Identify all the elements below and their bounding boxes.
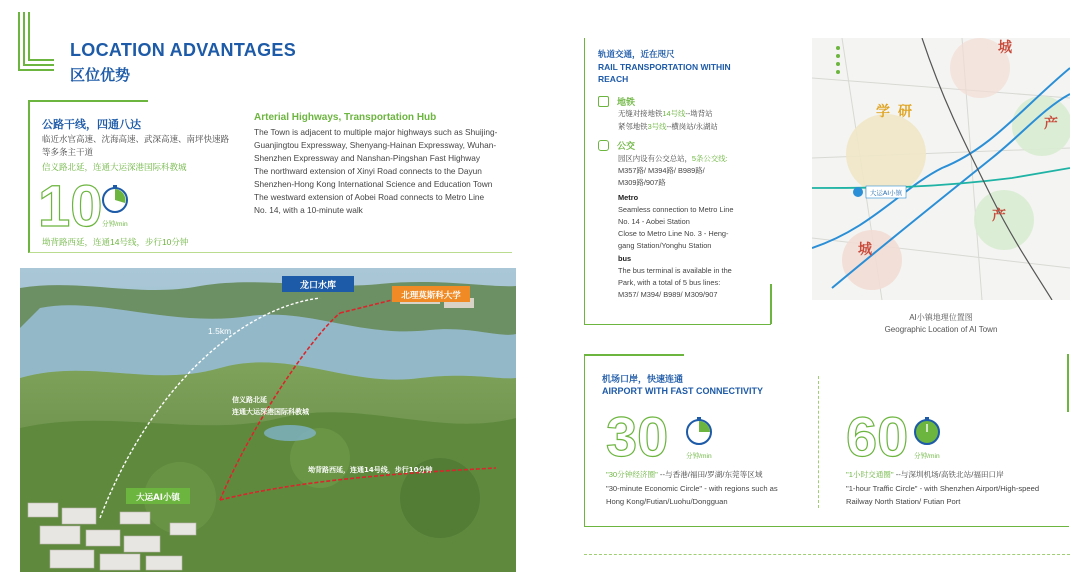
circle-60-title — [846, 469, 1004, 480]
circle-60-body — [846, 482, 1066, 508]
label-road-note-3: 坳背路西延，连通14号线，步行10分钟 — [308, 466, 433, 474]
metro-line-2-highlight: 3号线 — [647, 122, 667, 131]
metro-icon — [598, 96, 609, 107]
label-distance: 1.5km — [208, 326, 232, 336]
airport-title-cn: 机场口岸，快速连通 — [602, 374, 684, 384]
circle-60-en-1: "1-hour Traffic Circle" - with Shenzhen Airport/High-speed — [846, 484, 1040, 493]
sixty-number: 60 — [846, 406, 909, 462]
metro-line-2-b: --横岗站/永湖站 — [666, 122, 718, 131]
page-title-en: LOCATION ADVANTAGES — [70, 40, 297, 60]
bus-icon — [598, 140, 609, 151]
map-char-industry-2: 产 — [992, 208, 1006, 224]
highways-body-en — [254, 126, 499, 217]
circle-60-en-2: Railway North Station/ Futian Port — [846, 497, 961, 506]
circle-30-title-highlight: "30分钟经济圈" — [606, 470, 658, 479]
metro-heading-cn: 地铁 — [617, 97, 636, 107]
metro-line-1-a: 无缝对接地铁 — [618, 109, 663, 118]
circle-30-title-rest: --与香港/福田/罗湖/东莞等区域 — [657, 470, 763, 479]
minutes-label-60: 分钟/min — [914, 453, 940, 460]
label-road-note-2: 连通大运深港国际科教城 — [232, 408, 309, 416]
location-map — [812, 38, 1070, 300]
highways-title-cn: 公路干线，四通八达 — [42, 119, 141, 131]
bus-en-2: Park, with a total of 5 bus lines: — [618, 278, 721, 288]
map-char-research: 研 — [898, 104, 912, 120]
aerial-view-image — [20, 268, 516, 572]
bus-line-3: M309路/907路 — [618, 178, 666, 188]
map-char-industry-1: 产 — [1044, 116, 1058, 132]
map-char-city-top: 城 — [998, 40, 1012, 56]
bottom-dashed-rule — [584, 554, 1070, 555]
bus-info-cn — [618, 153, 768, 301]
thirty-minute-badge — [606, 406, 712, 467]
highways-en-para-2: The northward extension of Xinyi Road connects to the Dayun Shenzhen-Hong Kong International Science and Education Town — [254, 166, 493, 189]
metro-en-1: Seamless connection to Metro Line — [618, 204, 734, 214]
circle-30-en-1: "30-minute Economic Circle" - with regions such as — [606, 484, 778, 493]
thirty-number-graphic — [606, 406, 686, 462]
metro-en-heading: Metro — [618, 192, 639, 202]
map-char-study: 学 — [876, 104, 890, 120]
highways-body-cn: 临近水官高速、沈海高速、武深高速、南坪快速路等多条主干道 — [42, 134, 230, 157]
l-logo-mark — [16, 10, 56, 74]
metro-line-1-highlight: 14号线 — [662, 109, 686, 118]
minutes-label: 分钟/min — [102, 221, 128, 228]
sixty-minute-badge — [846, 406, 940, 467]
stopwatch-icon-30 — [684, 416, 714, 446]
metro-line-2 — [618, 121, 718, 133]
bus-en-heading: bus — [618, 253, 632, 263]
stopwatch-icon — [100, 184, 130, 214]
big-number: 10 — [38, 174, 103, 232]
highways-en-para-3: The westward extension of Aobei Road connects to Metro Line No. 14, with a 10-minute walk — [254, 192, 485, 215]
metro-en-4: gang Station/Yonghu Station — [618, 241, 712, 251]
bus-heading-cn: 公交 — [617, 141, 636, 151]
map-caption-en: Geographic Location of AI Town — [884, 325, 998, 334]
rail-title-cn: 轨道交通，近在咫尺 — [598, 49, 675, 59]
circle-30-en-2: Hong Kong/Futian/Luohu/Dongguan — [606, 497, 728, 506]
metro-en-2: No. 14 - Aobei Station — [618, 217, 690, 227]
page-title-cn: 区位优势 — [70, 67, 131, 84]
metro-line-1-b: --坳背站 — [685, 109, 713, 118]
circle-30-body — [606, 482, 806, 508]
bus-en-3: M357/ M394/ B989/ M309/907 — [618, 290, 718, 300]
label-town: 大运AI小镇 — [136, 493, 180, 503]
bus-en-1: The bus terminal is available in the — [618, 265, 732, 275]
circle-60-title-highlight: "1小时交通圈" — [846, 470, 894, 479]
highways-foot-cn: 坳背路西延，连通14号线，步行10分钟 — [42, 237, 189, 247]
map-town-label: 大运AI小镇 — [869, 189, 903, 197]
map-caption-cn: AI小镇地理位置图 — [909, 313, 973, 322]
metro-line-2-a: 紧邻地铁 — [618, 122, 648, 131]
highways-note-cn: 信义路北延，连通大运深港国际科教城 — [42, 162, 187, 172]
label-road-note-1: 信义路北延 — [232, 396, 267, 404]
bus-line-1-highlight: 5条公交线: — [691, 154, 728, 163]
metro-en-3: Close to Metro Line No. 3 - Heng- — [618, 229, 729, 239]
highways-title-en: Arterial Highways, Transportation Hub — [254, 112, 437, 123]
label-reservoir: 龙口水库 — [299, 281, 337, 291]
ten-minute-badge — [38, 174, 138, 237]
map-char-city-bottom: 城 — [858, 242, 872, 258]
airport-divider — [818, 376, 819, 508]
rail-title-en: RAIL TRANSPORTATION WITHIN REACH — [598, 62, 731, 84]
label-university: 北理莫斯科大学 — [401, 291, 461, 301]
thirty-number: 30 — [606, 406, 669, 462]
circle-60-title-rest: --与深圳机场/高铁北站/福田口岸 — [893, 470, 1004, 479]
circle-30-title — [606, 469, 762, 480]
metro-line-1 — [618, 108, 712, 120]
bus-line-2: M357路/ M394路/ B989路/ — [618, 166, 705, 176]
airport-title-en: AIRPORT WITH FAST CONNECTIVITY — [602, 386, 763, 396]
minutes-label-30: 分钟/min — [686, 453, 712, 460]
stopwatch-icon-60 — [912, 416, 942, 446]
highways-en-para-1: The Town is adjacent to multiple major highways such as Shuijing-Guanjingtou Expressway, Shenyang-Hainan Expressway, Wuhan-Shenzhen Expressway and Nanshan-Pingshan Fast Highway — [254, 127, 498, 163]
bus-line-1-a: 园区内设有公交总站， — [618, 154, 692, 163]
